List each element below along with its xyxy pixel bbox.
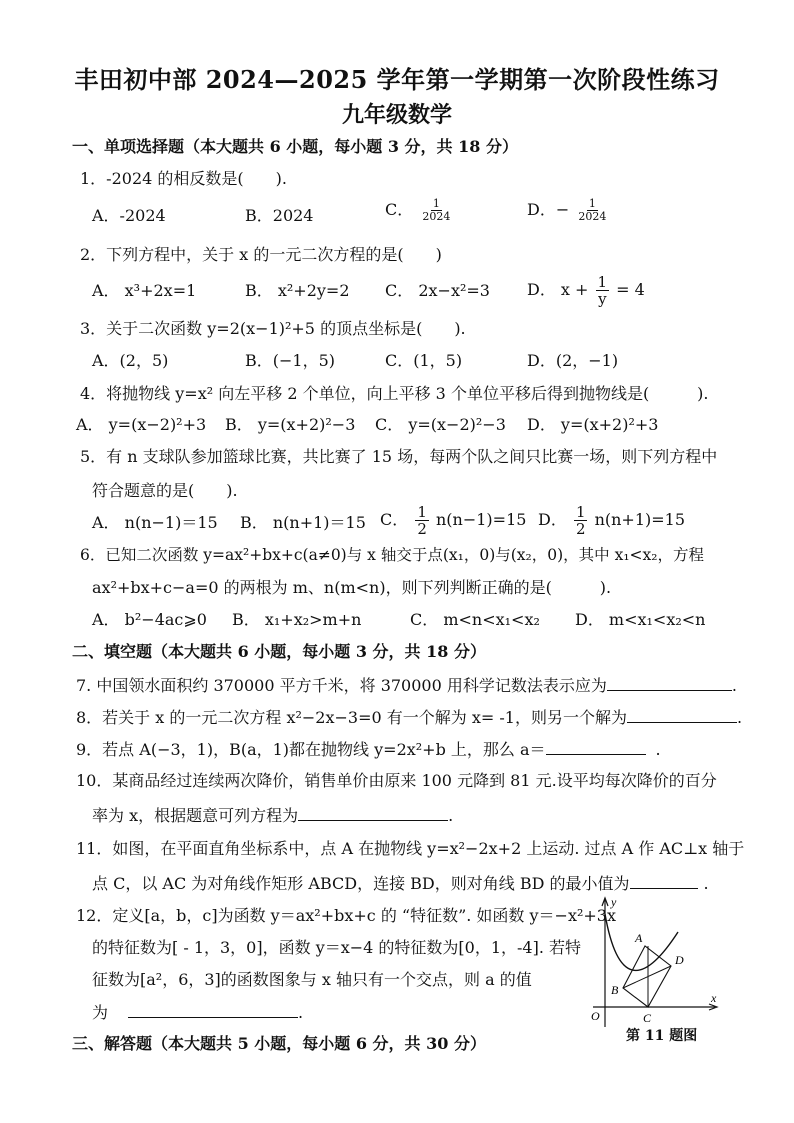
- q6-option-d: D． m<x₁<x₂<n: [575, 610, 706, 629]
- q7-stem: 7. 中国领水面积约 370000 平方千米，将 370000 用科学记数法表示应为: [76, 676, 607, 695]
- q4-option-a: A． y=(x−2)²+3: [76, 415, 207, 434]
- q5-option-c: [380, 504, 526, 537]
- q1-option-d-label: D．−: [527, 200, 570, 219]
- q5-stem-line2: 符合题意的是( ).: [92, 481, 238, 500]
- q8: [76, 706, 742, 729]
- exam-title: 丰田初中部 2024—2025 学年第一学期第一次阶段性练习: [74, 65, 720, 94]
- q5-option-a: A． n(n−1)＝15: [92, 513, 218, 532]
- q3-option-b: B．(−1，5): [245, 351, 336, 370]
- q9: [76, 738, 661, 761]
- q5-option-c-label: C．: [380, 510, 409, 529]
- label-c: C: [643, 1011, 652, 1025]
- label-b: B: [611, 983, 619, 997]
- q5-option-d-denominator: 2: [575, 520, 586, 538]
- q1-option-d: [527, 198, 610, 223]
- q6-option-a: A． b²−4ac⩾0: [92, 610, 207, 629]
- q5-option-c-tail: n(n−1)=15: [435, 510, 527, 529]
- q5-option-c-denominator: 2: [417, 520, 427, 538]
- q1-option-a: A．-2024: [92, 206, 166, 225]
- q9-answer-blank[interactable]: [546, 738, 646, 755]
- q10-answer-blank[interactable]: [298, 804, 448, 821]
- q3-stem: 3．关于二次函数 y=2(x−1)²+5 的顶点坐标是( ).: [80, 319, 466, 338]
- section-3-heading: 三、解答题（本大题共 5 小题，每小题 6 分，共 30 分）: [72, 1034, 486, 1053]
- q4-option-d: D． y=(x+2)²+3: [527, 415, 659, 434]
- q3-option-d: D．(2，−1): [527, 351, 619, 370]
- q5-option-c-fraction: [415, 504, 429, 537]
- q12-end: .: [298, 1003, 304, 1022]
- q11-stem-line2: 点 C，以 AC 为对角线作矩形 ABCD，连接 BD，则对角线 BD 的最小值为: [92, 874, 630, 893]
- q2-option-b: B． x²+2y=2: [245, 281, 350, 300]
- q1-stem: 1．-2024 的相反数是( ).: [80, 169, 287, 188]
- q10-end: .: [448, 806, 454, 825]
- q1-option-c-label: C．: [385, 200, 414, 219]
- q6-stem-line2: ax²+bx+c−a=0 的两根为 m、n(m<n)，则下列判断正确的是( ).: [92, 578, 612, 597]
- q7: [76, 674, 737, 697]
- q2-option-d: [527, 274, 645, 307]
- q12-line1: 12．定义[a，b，c]为函数 y＝ax²+bx+c 的 “特征数”. 如函数 y＝−x²+3x: [76, 906, 617, 925]
- label-d: D: [675, 953, 684, 967]
- q2-stem: 2．下列方程中，关于 x 的一元二次方程的是( ): [80, 245, 442, 264]
- q8-stem: 8．若关于 x 的一元二次方程 x²−2x−3=0 有一个解为 x= -1，则另一个解为: [76, 708, 627, 727]
- label-y: y: [611, 895, 617, 909]
- q2-option-d-fraction: [596, 274, 610, 307]
- q1-option-b: B．2024: [245, 206, 314, 225]
- q9-stem: 9．若点 A(−3，1)，B(a，1)都在抛物线 y=2x²+b 上，那么 a＝: [76, 740, 546, 759]
- q5-option-d: [538, 504, 685, 537]
- q5-option-b: B． n(n+1)＝15: [240, 513, 366, 532]
- q10-stem-line2: 率为 x，根据题意可列方程为: [92, 806, 299, 825]
- q5-option-d-label: D．: [538, 510, 567, 529]
- label-x: x: [711, 991, 717, 1005]
- q2-option-d-label: D． x +: [527, 280, 594, 299]
- q6-stem-line1: 6．已知二次函数 y=ax²+bx+c(a≠0)与 x 轴交于点(x₁，0)与(x₂，0)，其中 x₁<x₂，方程: [80, 546, 704, 564]
- section-1-heading: 一、单项选择题（本大题共 6 小题，每小题 3 分，共 18 分）: [72, 137, 518, 156]
- q5-stem-line1: 5．有 n 支球队参加篮球比赛，共比赛了 15 场，每两个队之间只比赛一场，则下列方程中: [80, 447, 718, 466]
- label-o: O: [591, 1009, 600, 1023]
- q12-answer-blank[interactable]: [128, 1001, 298, 1018]
- q3-option-c: C．(1，5): [385, 351, 463, 370]
- q12-stem-line4: 为: [92, 1003, 109, 1022]
- q5-option-d-tail: n(n+1)=15: [594, 510, 686, 529]
- q4-option-b: B． y=(x+2)²−3: [225, 415, 356, 434]
- q2-option-c: C． 2x−x²=3: [385, 281, 490, 300]
- section-2-heading: 二、填空题（本大题共 6 小题，每小题 3 分，共 18 分）: [72, 642, 486, 661]
- q11-answer-blank[interactable]: [630, 872, 698, 889]
- q2-option-d-denominator: y: [598, 290, 607, 308]
- q1-option-c-numerator: 1: [432, 197, 440, 210]
- q1-option-c: [385, 198, 454, 223]
- q12-line2: 的特征数为[ - 1，3，0]，函数 y＝x−4 的特征数为[0，1，-4]. 若特: [92, 938, 582, 957]
- q2-option-d-numerator: 1: [597, 273, 608, 291]
- q11-stem-line1: 11．如图，在平面直角坐标系中，点 A 在抛物线 y=x²−2x+2 上运动. 过点 A 作 AC⊥x 轴于: [76, 839, 745, 858]
- q4-option-c: C． y=(x−2)²−3: [375, 415, 506, 434]
- figure-caption: 第 11 题图: [626, 1028, 698, 1044]
- q5-option-d-numerator: 1: [575, 503, 586, 521]
- q1-option-c-fraction: [420, 198, 452, 223]
- q2-option-a: A． x³+2x=1: [92, 281, 197, 300]
- q5-option-c-numerator: 1: [417, 503, 427, 521]
- label-a: A: [635, 931, 643, 945]
- q1-option-d-fraction: [576, 198, 608, 223]
- q5-option-d-fraction: [574, 504, 588, 537]
- q8-answer-blank[interactable]: [627, 706, 737, 723]
- q10-stem-line1: 10．某商品经过连续两次降价，销售单价由原来 100 元降到 81 元.设平均每次降价的百分: [76, 771, 717, 790]
- exam-subtitle: 九年级数学: [341, 102, 452, 128]
- q7-answer-blank[interactable]: [607, 674, 732, 691]
- q8-end: .: [736, 708, 743, 727]
- q3-option-a: A．(2，5): [92, 351, 169, 370]
- q2-option-d-tail: = 4: [616, 280, 645, 299]
- q9-end: .: [655, 740, 661, 759]
- q12-line3: 征数为[a²，6，3]的函数图象与 x 轴只有一个交点，则 a 的值: [92, 970, 532, 989]
- q6-option-c: C． m<n<x₁<x₂: [410, 610, 540, 629]
- q7-end: .: [731, 676, 737, 695]
- q6-option-b: B． x₁+x₂>m+n: [232, 610, 362, 629]
- q4-stem: 4．将抛物线 y=x² 向左平移 2 个单位，向上平移 3 个单位平移后得到抛物线是( ).: [80, 384, 709, 403]
- q12-line4: [92, 1001, 303, 1024]
- q11-figure: [583, 892, 723, 1042]
- q1-option-d-denominator: 2024: [578, 210, 607, 223]
- q11-end: .: [703, 874, 709, 893]
- q10-line2: [92, 804, 453, 827]
- q1-option-d-numerator: 1: [588, 197, 596, 210]
- q1-option-c-denominator: 2024: [422, 210, 451, 223]
